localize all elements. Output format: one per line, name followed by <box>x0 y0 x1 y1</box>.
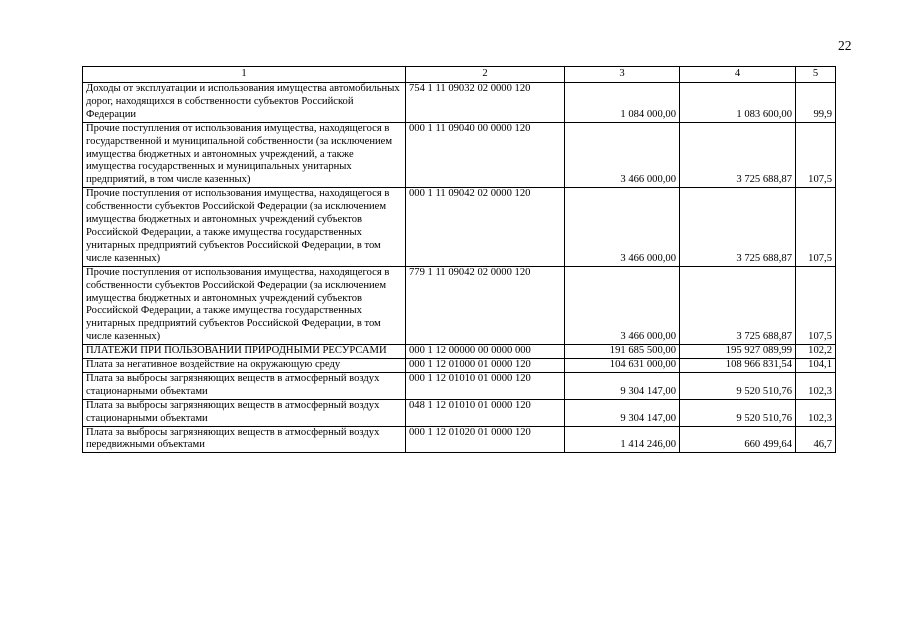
plan-amount-cell: 1 084 000,00 <box>565 83 680 123</box>
column-header-name: 1 <box>83 67 406 83</box>
income-name-cell: Плата за выбросы загрязняющих веществ в атмосферный воздух передвижными объектами <box>83 426 406 453</box>
income-name-cell: Плата за негативное воздействие на окружающую среду <box>83 359 406 373</box>
plan-amount-cell: 3 466 000,00 <box>565 122 680 188</box>
actual-amount-cell: 9 520 510,76 <box>680 372 796 399</box>
income-name-cell: Доходы от эксплуатации и использования имущества автомобильных дорог, находящихся в собственности субъектов Российской Федерации <box>83 83 406 123</box>
income-name-cell: Плата за выбросы загрязняющих веществ в атмосферный воздух стационарными объектами <box>83 372 406 399</box>
actual-amount-cell: 3 725 688,87 <box>680 122 796 188</box>
classification-code-cell: 000 1 12 01000 01 0000 120 <box>406 359 565 373</box>
actual-amount-cell: 9 520 510,76 <box>680 399 796 426</box>
column-header-percent: 5 <box>796 67 836 83</box>
table-row <box>83 83 836 123</box>
classification-code-cell: 779 1 11 09042 02 0000 120 <box>406 266 565 344</box>
execution-percent-cell: 107,5 <box>796 188 836 266</box>
income-name-cell: Плата за выбросы загрязняющих веществ в атмосферный воздух стационарными объектами <box>83 399 406 426</box>
actual-amount-cell: 3 725 688,87 <box>680 266 796 344</box>
plan-amount-cell: 1 414 246,00 <box>565 426 680 453</box>
execution-percent-cell: 46,7 <box>796 426 836 453</box>
plan-amount-cell: 3 466 000,00 <box>565 266 680 344</box>
page-number: 22 <box>838 38 852 53</box>
budget-revenue-table <box>82 66 836 453</box>
plan-amount-cell: 191 685 500,00 <box>565 345 680 359</box>
execution-percent-cell: 107,5 <box>796 122 836 188</box>
income-name-cell: Прочие поступления от использования имущества, находящегося в собственности субъектов Российской Федерации (за исключением имущества бюджетных и автономных учреждений субъектов Российской Федерации, а также имущества государственных унитарных предприятий субъектов Российской Федерации, в том числе казенных) <box>83 188 406 266</box>
classification-code-cell: 000 1 12 01010 01 0000 120 <box>406 372 565 399</box>
actual-amount-cell: 195 927 089,99 <box>680 345 796 359</box>
actual-amount-cell: 3 725 688,87 <box>680 188 796 266</box>
execution-percent-cell: 102,2 <box>796 345 836 359</box>
table-row <box>83 266 836 344</box>
plan-amount-cell: 9 304 147,00 <box>565 372 680 399</box>
execution-percent-cell: 107,5 <box>796 266 836 344</box>
table-row <box>83 122 836 188</box>
execution-percent-cell: 104,1 <box>796 359 836 373</box>
table-row <box>83 359 836 373</box>
table-header-row <box>83 67 836 83</box>
classification-code-cell: 000 1 11 09042 02 0000 120 <box>406 188 565 266</box>
column-header-code: 2 <box>406 67 565 83</box>
plan-amount-cell: 104 631 000,00 <box>565 359 680 373</box>
execution-percent-cell: 102,3 <box>796 372 836 399</box>
plan-amount-cell: 9 304 147,00 <box>565 399 680 426</box>
table-row <box>83 399 836 426</box>
classification-code-cell: 000 1 12 01020 01 0000 120 <box>406 426 565 453</box>
table-row <box>83 426 836 453</box>
income-name-cell: ПЛАТЕЖИ ПРИ ПОЛЬЗОВАНИИ ПРИРОДНЫМИ РЕСУРСАМИ <box>83 345 406 359</box>
table-row <box>83 188 836 266</box>
column-header-plan: 3 <box>565 67 680 83</box>
income-name-cell: Прочие поступления от использования имущества, находящегося в собственности субъектов Российской Федерации (за исключением имущества бюджетных и автономных учреждений субъектов Российской Федерации, а также имущества государственных унитарных предприятий субъектов Российской Федерации, в том числе казенных) <box>83 266 406 344</box>
plan-amount-cell: 3 466 000,00 <box>565 188 680 266</box>
column-header-actual: 4 <box>680 67 796 83</box>
execution-percent-cell: 99,9 <box>796 83 836 123</box>
execution-percent-cell: 102,3 <box>796 399 836 426</box>
actual-amount-cell: 1 083 600,00 <box>680 83 796 123</box>
classification-code-cell: 000 1 11 09040 00 0000 120 <box>406 122 565 188</box>
classification-code-cell: 000 1 12 00000 00 0000 000 <box>406 345 565 359</box>
income-name-cell: Прочие поступления от использования имущества, находящегося в государственной и муниципальной собственности (за исключением имущества бюджетных и автономных учреждений, а также имущества государственных и муниципальных унитарных предприятий, в том числе казенных) <box>83 122 406 188</box>
actual-amount-cell: 108 966 831,54 <box>680 359 796 373</box>
actual-amount-cell: 660 499,64 <box>680 426 796 453</box>
classification-code-cell: 048 1 12 01010 01 0000 120 <box>406 399 565 426</box>
table-row <box>83 345 836 359</box>
table-row <box>83 372 836 399</box>
classification-code-cell: 754 1 11 09032 02 0000 120 <box>406 83 565 123</box>
